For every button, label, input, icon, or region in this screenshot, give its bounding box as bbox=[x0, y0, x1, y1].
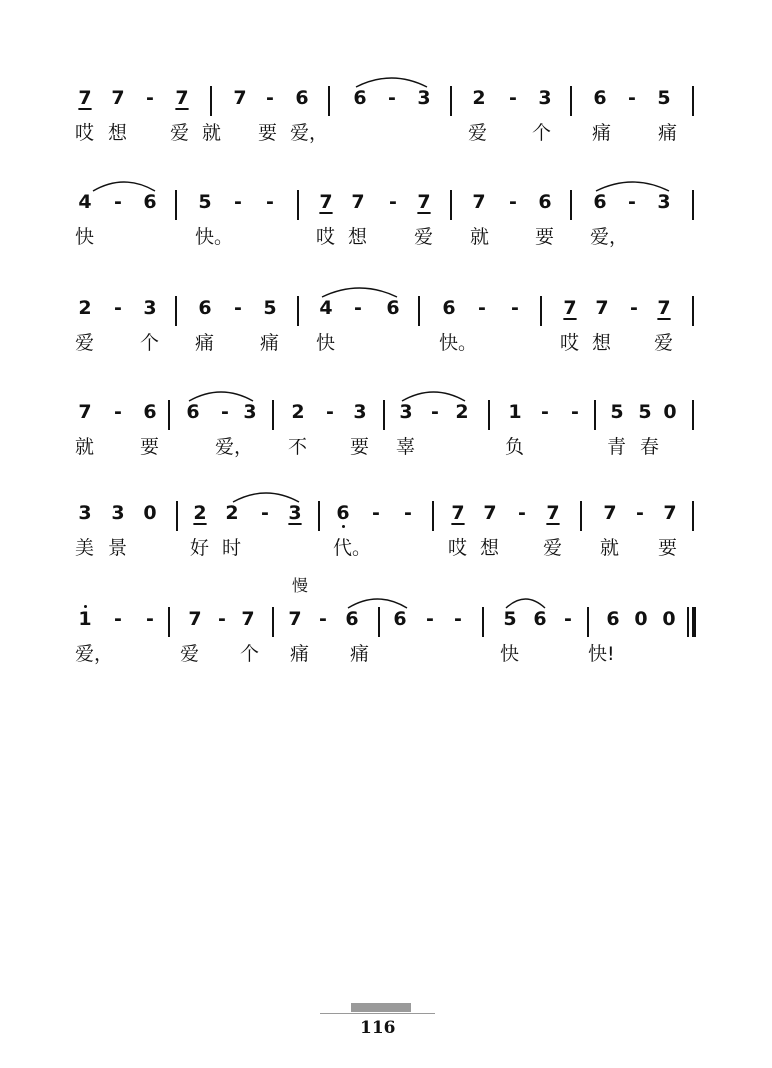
lyric-syllable: 青 bbox=[607, 436, 627, 458]
barline bbox=[378, 607, 380, 637]
duration-dash: - bbox=[146, 608, 154, 630]
note: 7 bbox=[657, 297, 671, 319]
note: 7 bbox=[241, 608, 255, 630]
lyric-syllable: 个 bbox=[140, 332, 160, 354]
barline bbox=[488, 400, 490, 430]
barline bbox=[168, 400, 170, 430]
duration-dash: - bbox=[114, 191, 122, 213]
note: 6 bbox=[386, 297, 400, 319]
note: 7 bbox=[483, 502, 497, 524]
note: 6 bbox=[295, 87, 309, 109]
note: 6 bbox=[198, 297, 212, 319]
lyric-syllable: 想 bbox=[592, 332, 612, 354]
duration-dash: - bbox=[326, 401, 334, 423]
note: 6 bbox=[593, 87, 607, 109]
page-footer-rule bbox=[320, 1013, 435, 1014]
duration-dash: - bbox=[541, 401, 549, 423]
lyric-syllable: 要 bbox=[140, 436, 160, 458]
slur-arc bbox=[595, 176, 670, 192]
slur-arc bbox=[355, 72, 428, 88]
note: 7 bbox=[233, 87, 247, 109]
duration-dash: - bbox=[234, 297, 242, 319]
duration-dash: - bbox=[571, 401, 579, 423]
duration-dash: - bbox=[564, 608, 572, 630]
duration-dash: - bbox=[234, 191, 242, 213]
barline bbox=[418, 296, 420, 326]
lyric-syllable: 哎 bbox=[75, 122, 95, 144]
note: 2 bbox=[291, 401, 305, 423]
slur-arc bbox=[321, 282, 398, 298]
slur-arc bbox=[92, 176, 156, 192]
note: 6 bbox=[606, 608, 620, 630]
lyric-syllable: 负 bbox=[505, 436, 525, 458]
lyric-syllable: 代。 bbox=[333, 537, 372, 559]
note: 7 bbox=[417, 191, 431, 213]
duration-dash: - bbox=[146, 87, 154, 109]
lyric-syllable: 就 bbox=[470, 226, 490, 248]
score-line bbox=[0, 290, 772, 380]
lyric-syllable: 痛 bbox=[195, 332, 215, 354]
final-barline-thick bbox=[692, 607, 696, 637]
note: 2 bbox=[78, 297, 92, 319]
duration-dash: - bbox=[261, 502, 269, 524]
note: 4 bbox=[78, 191, 92, 213]
lyric-syllable: 快。 bbox=[439, 332, 478, 354]
note: 1 bbox=[75, 609, 95, 629]
note: 7 bbox=[188, 608, 202, 630]
barline bbox=[450, 86, 452, 116]
lyric-syllable: 春 bbox=[640, 436, 660, 458]
duration-dash: - bbox=[509, 191, 517, 213]
barline bbox=[692, 296, 694, 326]
lyric-syllable: 想 bbox=[348, 226, 368, 248]
slur-arc bbox=[401, 386, 466, 402]
lyric-syllable: 爱 bbox=[414, 226, 434, 248]
note: 7 bbox=[595, 297, 609, 319]
barline bbox=[272, 400, 274, 430]
lyric-syllable: 景 bbox=[108, 537, 128, 559]
note: 3 bbox=[78, 502, 92, 524]
note: 3 bbox=[288, 502, 302, 524]
note: 7 bbox=[111, 87, 125, 109]
page-number: 116 bbox=[360, 1018, 396, 1038]
duration-dash: - bbox=[478, 297, 486, 319]
tempo-marking: 慢 bbox=[292, 576, 309, 595]
lyric-syllable: 快 bbox=[316, 332, 336, 354]
lyric-syllable: 要 bbox=[658, 537, 678, 559]
note: 7 bbox=[472, 191, 486, 213]
lyric-syllable: 就 bbox=[202, 122, 222, 144]
lyric-syllable: 快! bbox=[588, 643, 615, 665]
note: 2 bbox=[472, 87, 486, 109]
note: 7 bbox=[78, 401, 92, 423]
duration-dash: - bbox=[388, 87, 396, 109]
lyric-syllable: 痛 bbox=[658, 122, 678, 144]
duration-dash: - bbox=[628, 191, 636, 213]
lyric-syllable: 爱 bbox=[543, 537, 563, 559]
note: 7 bbox=[546, 502, 560, 524]
note: 7 bbox=[451, 502, 465, 524]
duration-dash: - bbox=[509, 87, 517, 109]
duration-dash: - bbox=[511, 297, 519, 319]
duration-dash: - bbox=[266, 87, 274, 109]
lyric-syllable: 爱 bbox=[180, 643, 200, 665]
note: 5 bbox=[610, 401, 624, 423]
duration-dash: - bbox=[431, 401, 439, 423]
lyric-syllable: 痛 bbox=[290, 643, 310, 665]
note: 6 bbox=[143, 401, 157, 423]
lyric-syllable: 个 bbox=[240, 643, 260, 665]
lyric-syllable: 哎 bbox=[560, 332, 580, 354]
duration-dash: - bbox=[454, 608, 462, 630]
slur-arc bbox=[232, 487, 300, 503]
lyric-syllable: 爱 bbox=[75, 332, 95, 354]
page-footer-bar bbox=[351, 1003, 411, 1012]
note: 6 bbox=[593, 191, 607, 213]
note: 6 bbox=[353, 87, 367, 109]
note: 7 bbox=[663, 502, 677, 524]
barline bbox=[450, 190, 452, 220]
note: 7 bbox=[319, 191, 333, 213]
duration-dash: - bbox=[630, 297, 638, 319]
duration-dash: - bbox=[426, 608, 434, 630]
note: 0 bbox=[634, 608, 648, 630]
score-line bbox=[0, 495, 772, 585]
note: 3 bbox=[538, 87, 552, 109]
note: 5 bbox=[638, 401, 652, 423]
note: 5 bbox=[263, 297, 277, 319]
lyric-syllable: 不 bbox=[288, 436, 308, 458]
barline bbox=[318, 501, 320, 531]
lyric-syllable: 就 bbox=[600, 537, 620, 559]
lyric-syllable: 辜 bbox=[396, 436, 416, 458]
note: 0 bbox=[662, 608, 676, 630]
note: 0 bbox=[663, 401, 677, 423]
note: 3 bbox=[417, 87, 431, 109]
duration-dash: - bbox=[636, 502, 644, 524]
lyric-syllable: 哎 bbox=[316, 226, 336, 248]
barline bbox=[432, 501, 434, 531]
duration-dash: - bbox=[372, 502, 380, 524]
barline bbox=[570, 86, 572, 116]
barline bbox=[482, 607, 484, 637]
lyric-syllable: 美 bbox=[75, 537, 95, 559]
duration-dash: - bbox=[218, 608, 226, 630]
note: 7 bbox=[288, 608, 302, 630]
duration-dash: - bbox=[404, 502, 412, 524]
lyric-syllable: 要 bbox=[535, 226, 555, 248]
barline bbox=[587, 607, 589, 637]
note: 3 bbox=[399, 401, 413, 423]
lyric-syllable: 好 bbox=[190, 537, 210, 559]
score-line bbox=[0, 80, 772, 170]
lyric-syllable: 时 bbox=[222, 537, 242, 559]
lyric-syllable: 痛 bbox=[592, 122, 612, 144]
slur-arc bbox=[347, 593, 408, 609]
note: 6 bbox=[333, 503, 353, 523]
lyric-syllable: 想 bbox=[108, 122, 128, 144]
lyric-syllable: 要 bbox=[350, 436, 370, 458]
note: 2 bbox=[193, 502, 207, 524]
note: 5 bbox=[657, 87, 671, 109]
note: 2 bbox=[455, 401, 469, 423]
lyric-syllable: 要 bbox=[258, 122, 278, 144]
note: 3 bbox=[143, 297, 157, 319]
lyric-syllable: 快 bbox=[75, 226, 95, 248]
barline bbox=[297, 190, 299, 220]
barline bbox=[692, 400, 694, 430]
note: 6 bbox=[143, 191, 157, 213]
duration-dash: - bbox=[114, 297, 122, 319]
barline bbox=[692, 86, 694, 116]
note: 7 bbox=[351, 191, 365, 213]
duration-dash: - bbox=[319, 608, 327, 630]
note: 3 bbox=[657, 191, 671, 213]
lyric-syllable: 痛 bbox=[350, 643, 370, 665]
note: 3 bbox=[243, 401, 257, 423]
note: 7 bbox=[603, 502, 617, 524]
barline bbox=[168, 607, 170, 637]
note: 6 bbox=[533, 608, 547, 630]
note: 5 bbox=[198, 191, 212, 213]
score-line bbox=[0, 576, 772, 691]
note: 7 bbox=[78, 87, 92, 109]
barline bbox=[210, 86, 212, 116]
note: 0 bbox=[143, 502, 157, 524]
note: 1 bbox=[508, 401, 522, 423]
lyric-syllable: 爱， bbox=[590, 226, 629, 248]
lyric-syllable: 爱 bbox=[468, 122, 488, 144]
note: 7 bbox=[175, 87, 189, 109]
barline bbox=[175, 296, 177, 326]
duration-dash: - bbox=[221, 401, 229, 423]
note: 7 bbox=[563, 297, 577, 319]
duration-dash: - bbox=[354, 297, 362, 319]
lyric-syllable: 哎 bbox=[448, 537, 468, 559]
score-line bbox=[0, 394, 772, 484]
slur-arc bbox=[188, 386, 254, 402]
note: 6 bbox=[393, 608, 407, 630]
note: 6 bbox=[345, 608, 359, 630]
note: 4 bbox=[319, 297, 333, 319]
barline bbox=[594, 400, 596, 430]
duration-dash: - bbox=[389, 191, 397, 213]
duration-dash: - bbox=[266, 191, 274, 213]
lyric-syllable: 想 bbox=[480, 537, 500, 559]
lyric-syllable: 爱 bbox=[170, 122, 190, 144]
barline bbox=[580, 501, 582, 531]
note: 5 bbox=[503, 608, 517, 630]
barline bbox=[297, 296, 299, 326]
lyric-syllable: 爱 bbox=[654, 332, 674, 354]
score-line bbox=[0, 184, 772, 274]
barline bbox=[692, 190, 694, 220]
barline bbox=[176, 501, 178, 531]
barline bbox=[570, 190, 572, 220]
lyric-syllable: 爱， bbox=[75, 643, 114, 665]
slur-arc bbox=[505, 593, 546, 609]
barline bbox=[272, 607, 274, 637]
lyric-syllable: 快。 bbox=[195, 226, 234, 248]
lyric-syllable: 就 bbox=[75, 436, 95, 458]
note: 3 bbox=[353, 401, 367, 423]
duration-dash: - bbox=[518, 502, 526, 524]
lyric-syllable: 爱， bbox=[290, 122, 329, 144]
note: 6 bbox=[442, 297, 456, 319]
duration-dash: - bbox=[114, 401, 122, 423]
note: 2 bbox=[225, 502, 239, 524]
lyric-syllable: 痛 bbox=[260, 332, 280, 354]
barline bbox=[328, 86, 330, 116]
barline bbox=[540, 296, 542, 326]
lyric-syllable: 个 bbox=[532, 122, 552, 144]
lyric-syllable: 爱， bbox=[215, 436, 254, 458]
barline bbox=[175, 190, 177, 220]
barline bbox=[383, 400, 385, 430]
duration-dash: - bbox=[628, 87, 636, 109]
lyric-syllable: 快 bbox=[500, 643, 520, 665]
final-barline-thin bbox=[687, 607, 689, 637]
barline bbox=[692, 501, 694, 531]
note: 3 bbox=[111, 502, 125, 524]
note: 6 bbox=[538, 191, 552, 213]
note: 6 bbox=[186, 401, 200, 423]
duration-dash: - bbox=[114, 608, 122, 630]
